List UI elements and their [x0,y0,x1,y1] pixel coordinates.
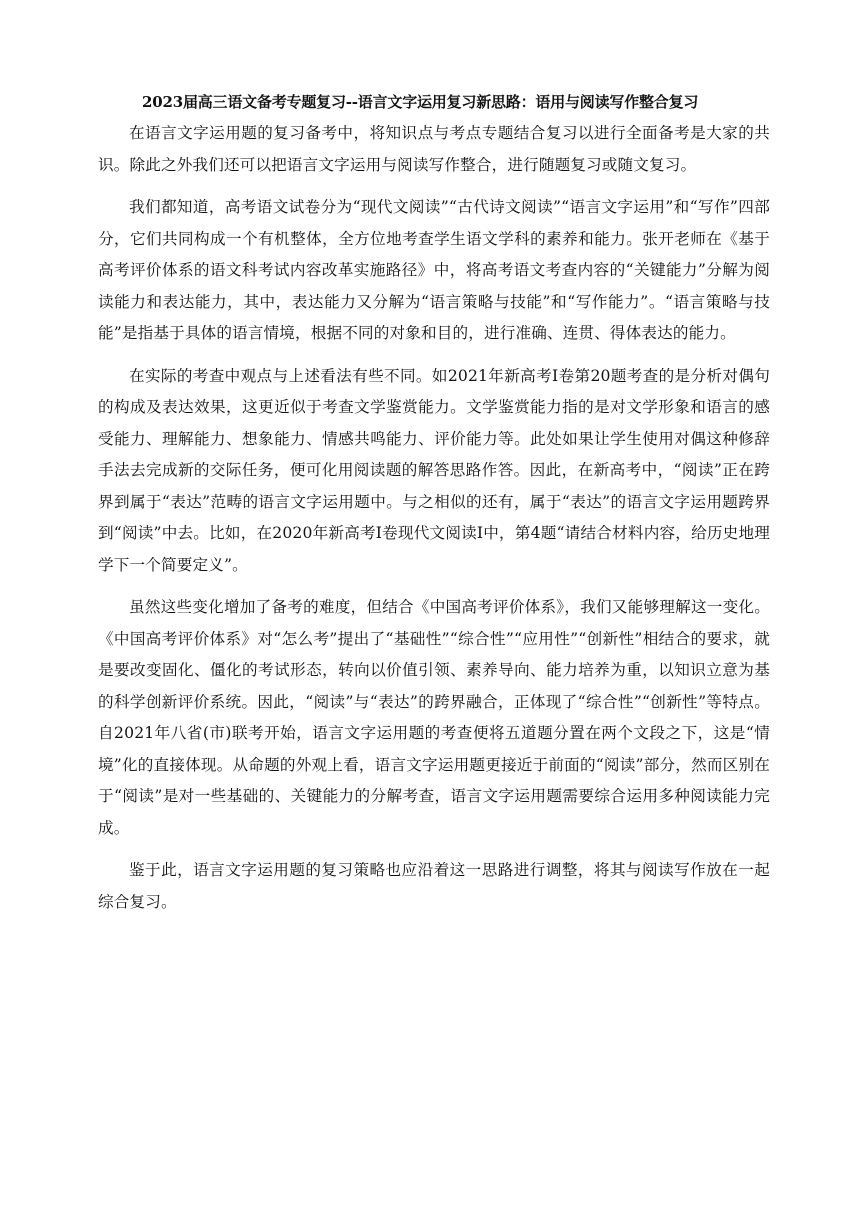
paragraph-evaluation-system: 虽然这些变化增加了备考的难度，但结合《中国高考评价体系》，我们又能够理解这一变化。《中国高考评价体系》对“怎么考”提出了“基础性”“综合性”“应用性”“创新性”相结合的要求，就是要改变固化、僵化的考试形态，转向以价值引领、素养导向、能力培养为重，以知识立意为基的科学创新评价系统。因此，“阅读”与“表达”的跨界融合，正体现了“综合性”“创新性”等特点。自2021年八省(市)联考开始，语言文字运用题的考查便将五道题分置在两个文段之下，这是“情境”化的直接体现。从命题的外观上看，语言文字运用题更接近于前面的“阅读”部分，然而区别在于“阅读”是对一些基础的、关键能力的分解考查，语言文字运用题需要综合运用多种阅读能力完成。 [98,598,770,837]
paragraph-conclusion: 鉴于此，语言文字运用题的复习策略也应沿着这一思路进行调整，将其与阅读写作放在一起综合复习。 [98,861,770,911]
paragraph-intro: 在语言文字运用题的复习备考中，将知识点与考点专题结合复习以进行全面备考是大家的共识。除此之外我们还可以把语言文字运用与阅读写作整合，进行随题复习或随文复习。 [98,124,770,174]
paragraph-exam-structure: 我们都知道，高考语文试卷分为“现代文阅读”“古代诗文阅读”“语言文字运用”和“写作”四部分，它们共同构成一个有机整体，全方位地考查学生语文学科的素养和能力。张开老师在《基于高考评价体系的语文科考试内容改革实施路径》中，将高考语文考查内容的“关键能力”分解为阅读能力和表达能力，其中，表达能力又分解为“语言策略与技能”和“写作能力”。“语言策略与技能”是指基于具体的语言情境，根据不同的对象和目的，进行准确、连贯、得体表达的能力。 [98,198,770,342]
document-page [98,88,770,929]
document-title: 2023届高三语文备考专题复习--语言文字运用复习新思路：语用与阅读写作整合复习 [142,93,699,111]
paragraph-actual-exam: 在实际的考查中观点与上述看法有些不同。如2021年新高考Ⅰ卷第20题考查的是分析对偶句的构成及表达效果，这更近似于考查文学鉴赏能力。文学鉴赏能力指的是对文学形象和语言的感受能力、理解能力、想象能力、情感共鸣能力、评价能力等。此处如果让学生使用对偶这种修辞手法去完成新的交际任务，便可化用阅读题的解答思路作答。因此，在新高考中，“阅读”正在跨界到属于“表达”范畴的语言文字运用题中。与之相似的还有，属于“表达”的语言文字运用题跨界到“阅读”中去。比如，在2020年新高考Ⅰ卷现代文阅读Ⅰ中，第4题“请结合材料内容，给历史地理学下一个简要定义”。 [98,366,770,574]
